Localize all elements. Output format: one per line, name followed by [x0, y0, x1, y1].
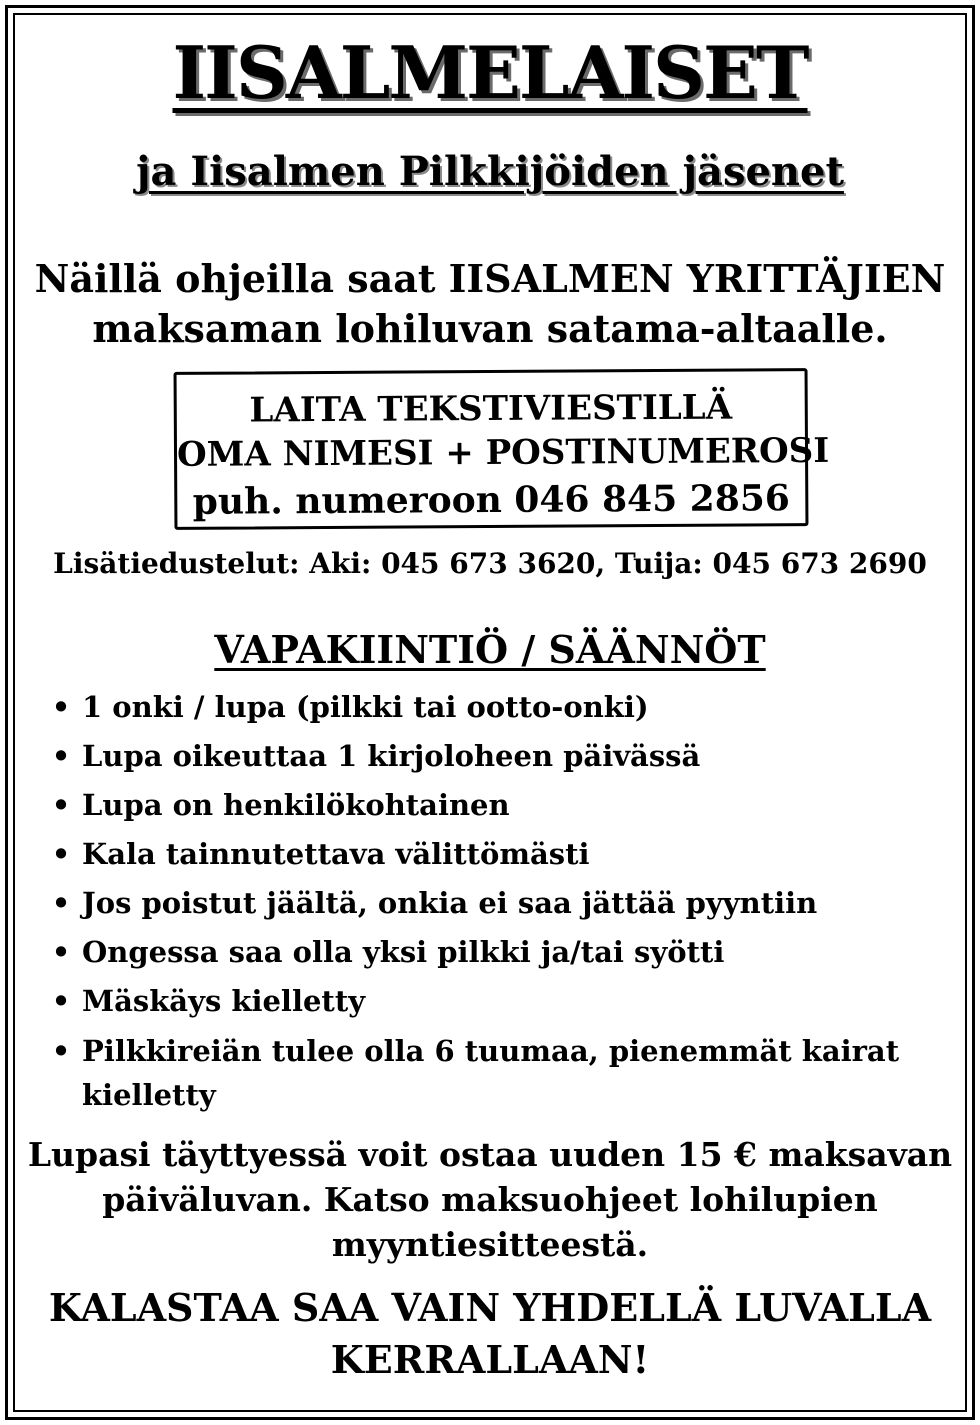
rule-text: 1 onki / lupa (pilkki tai ootto-onki): [82, 690, 649, 724]
renewal-info: [0, 1132, 980, 1267]
renewal-line-1: Lupasi täyttyessä voit ostaa uuden 15 € maksavan: [27, 1135, 953, 1174]
rule-text: Ongessa saa olla yksi pilkki ja/tai syötti: [82, 935, 725, 969]
final-notice: [0, 1282, 980, 1386]
sms-line-1: LAITA TEKSTIVIESTILLÄ: [249, 387, 733, 431]
rule-item: [46, 1029, 940, 1117]
sms-line-2: OMA NIMESI + POSTINUMEROSI: [176, 430, 830, 475]
rule-text: Kala tainnutettava välittömästi: [82, 837, 590, 871]
rule-text: Lupa oikeuttaa 1 kirjoloheen päivässä: [82, 739, 701, 773]
intro-line-1: Näillä ohjeilla saat IISALMEN YRITTÄJIEN: [34, 256, 946, 301]
rule-item: [46, 882, 940, 924]
rule-item: [46, 833, 940, 875]
poster-title: IISALMELAISET: [172, 30, 808, 115]
bullet-icon: •: [51, 1034, 71, 1068]
intro-text: [0, 254, 980, 354]
renewal-line-3: myyntiesitteestä.: [331, 1225, 649, 1264]
poster-subtitle: ja Iisalmen Pilkkijöiden jäsenet: [136, 148, 844, 195]
rule-text: Lupa on henkilökohtainen: [82, 788, 510, 822]
contact-info: Lisätiedustelut: Aki: 045 673 3620, Tuija: 045 673 2690: [53, 547, 927, 580]
rule-item: [46, 931, 940, 973]
final-line-1: KALASTAA SAA VAIN YHDELLÄ LUVALLA: [48, 1285, 932, 1330]
sms-phone-number: puh. numeroon 046 845 2856: [192, 477, 791, 523]
bullet-icon: •: [51, 837, 71, 871]
rule-item: [46, 686, 940, 728]
rules-heading: VAPAKIINTIÖ / SÄÄNNÖT: [214, 627, 766, 672]
sms-instructions-box: [174, 368, 830, 530]
rule-text: Pilkkireiän tulee olla 6 tuumaa, pienemmät kairat kielletty: [82, 1034, 900, 1112]
rule-item: [46, 735, 940, 777]
rule-item: [46, 784, 940, 826]
bullet-icon: •: [51, 886, 71, 920]
rule-item: [46, 980, 940, 1022]
final-line-2: KERRALLAAN!: [330, 1337, 650, 1382]
renewal-line-2: päiväluvan. Katso maksuohjeet lohilupien: [102, 1180, 878, 1219]
rules-list: [46, 686, 940, 1124]
intro-line-2: maksaman lohiluvan satama-altaalle.: [92, 306, 888, 351]
rule-text: Mäskäys kielletty: [82, 984, 366, 1018]
bullet-icon: •: [51, 739, 71, 773]
rule-text: Jos poistut jäältä, onkia ei saa jättää pyyntiin: [82, 886, 818, 920]
bullet-icon: •: [51, 788, 71, 822]
bullet-icon: •: [51, 984, 71, 1018]
bullet-icon: •: [51, 935, 71, 969]
bullet-icon: •: [51, 690, 71, 724]
